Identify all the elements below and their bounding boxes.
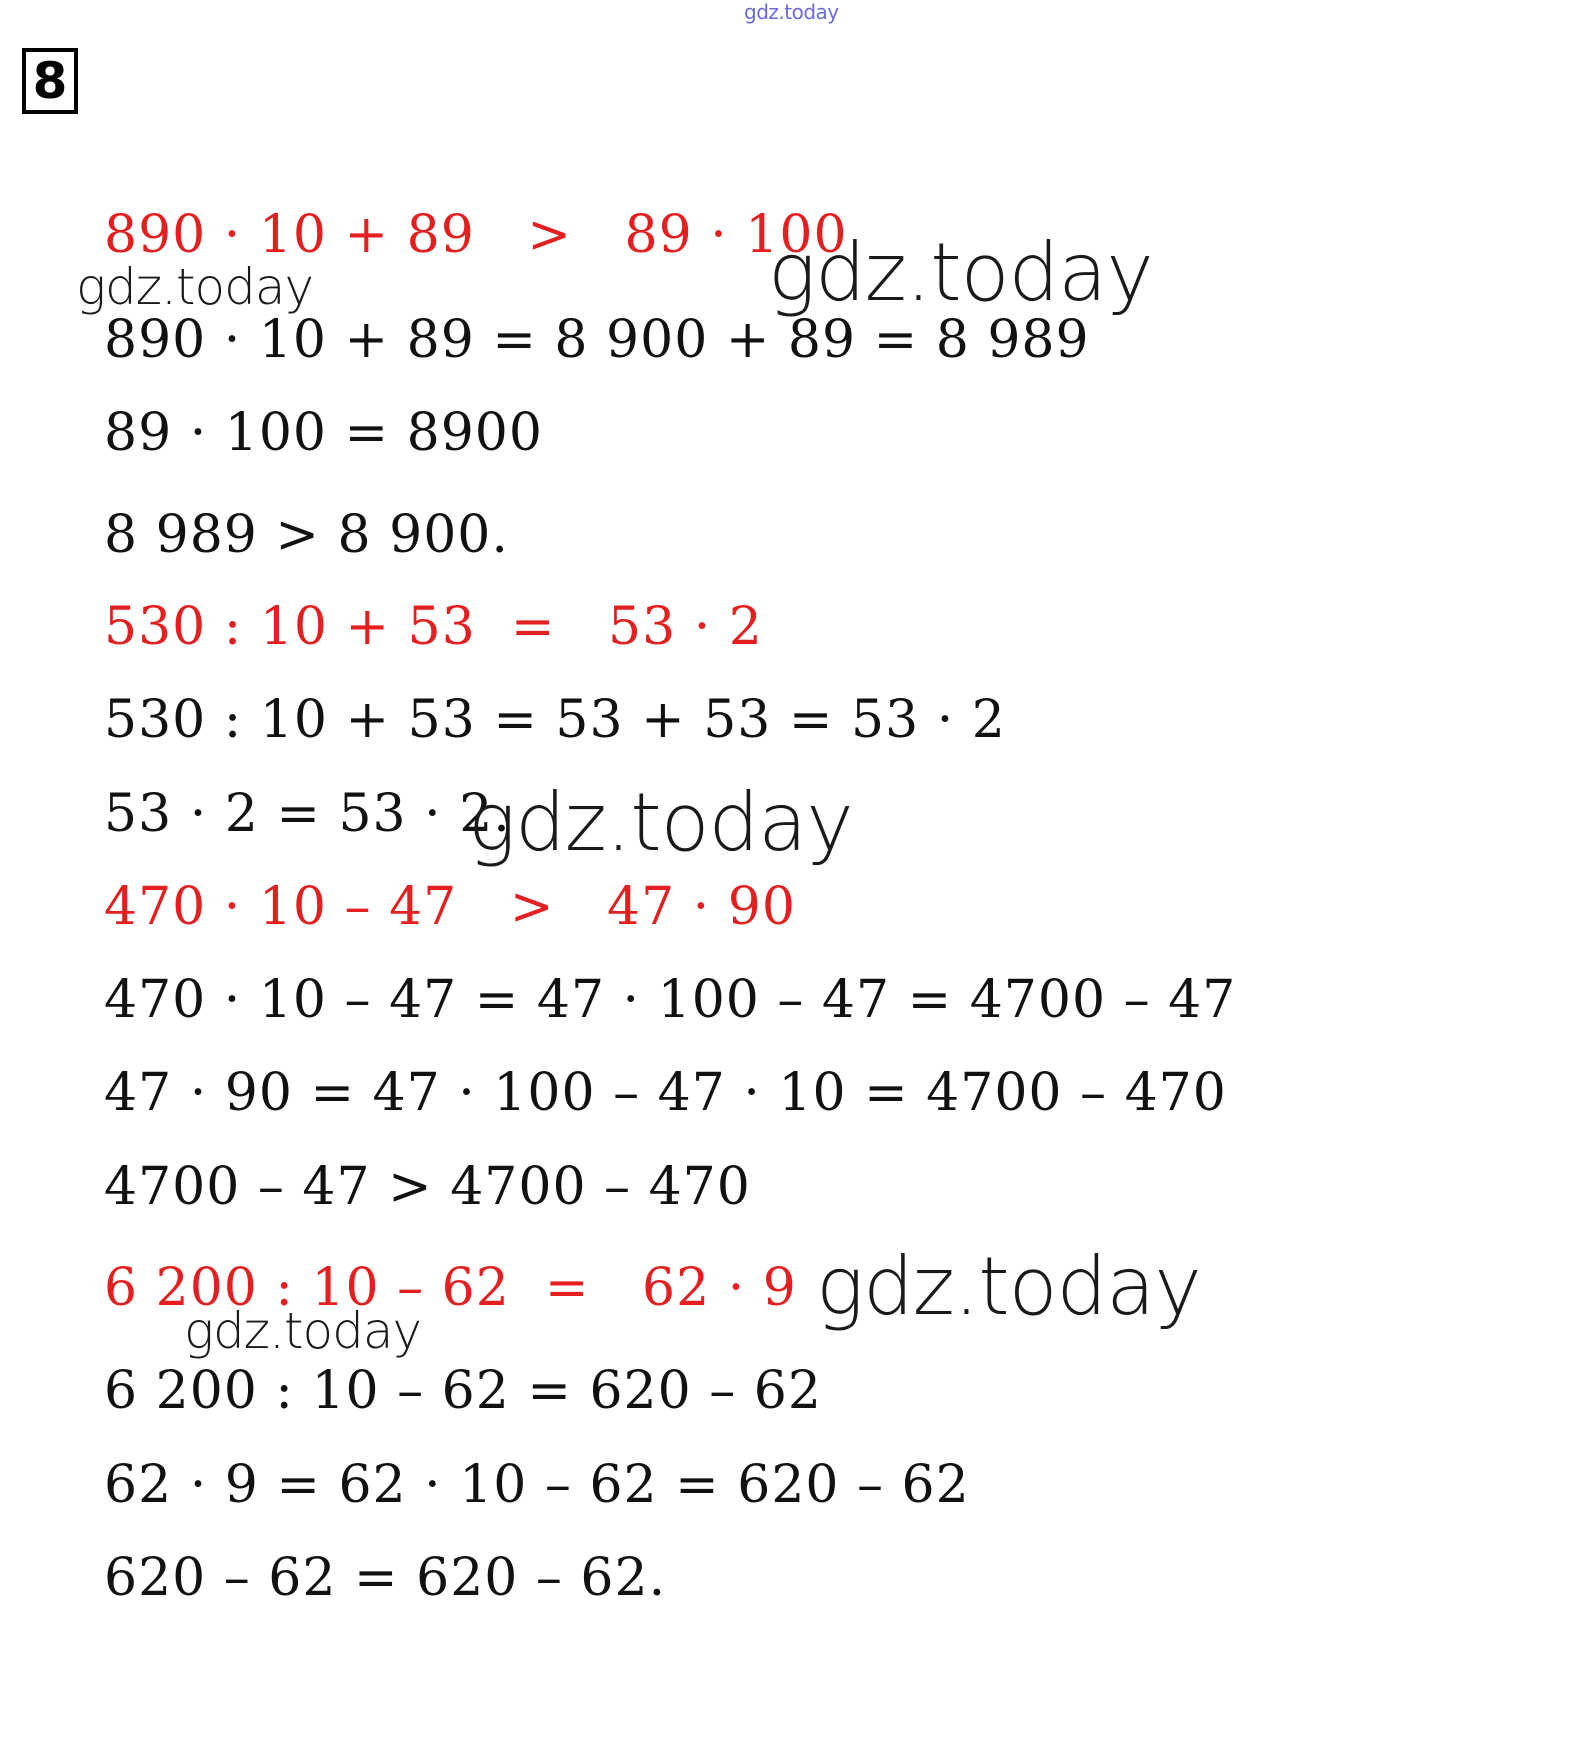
watermark-3: gdz.today bbox=[468, 776, 853, 869]
comparison-1-step-2: 89 · 100 = 8900 bbox=[104, 403, 543, 463]
comparison-3-result: 4700 – 47 > 4700 – 470 bbox=[104, 1157, 751, 1217]
comparison-4-step-2: 62 · 9 = 62 · 10 – 62 = 620 – 62 bbox=[104, 1455, 970, 1515]
watermark-2: gdz.today bbox=[768, 226, 1153, 319]
top-watermark: gdz.today bbox=[744, 0, 839, 24]
comparison-1-result: 8 989 > 8 900. bbox=[104, 505, 509, 565]
comparison-1-step-1: 890 · 10 + 89 = 8 900 + 89 = 8 989 bbox=[104, 310, 1090, 370]
comparison-3-step-1: 470 · 10 – 47 = 47 · 100 – 47 = 4700 – 47 bbox=[104, 970, 1237, 1030]
comparison-4-heading: 6 200 : 10 – 62 = 62 · 9 bbox=[104, 1258, 797, 1318]
task-number-box: 8 bbox=[22, 48, 78, 114]
comparison-3-step-2: 47 · 90 = 47 · 100 – 47 · 10 = 4700 – 470 bbox=[104, 1063, 1227, 1123]
comparison-3-heading: 470 · 10 – 47 > 47 · 90 bbox=[104, 877, 796, 937]
comparison-4-step-1: 6 200 : 10 – 62 = 620 – 62 bbox=[104, 1361, 822, 1421]
comparison-2-heading: 530 : 10 + 53 = 53 · 2 bbox=[104, 597, 763, 657]
watermark-4: gdz.today bbox=[816, 1240, 1201, 1333]
watermark-1: gdz.today bbox=[76, 258, 314, 316]
watermark-5: gdz.today bbox=[184, 1302, 422, 1360]
comparison-4-result: 620 – 62 = 620 – 62. bbox=[104, 1548, 667, 1608]
comparison-2-result: 53 · 2 = 53 · 2. bbox=[104, 784, 511, 844]
comparison-1-heading: 890 · 10 + 89 > 89 · 100 bbox=[104, 205, 848, 265]
comparison-2-step-1: 530 : 10 + 53 = 53 + 53 = 53 · 2 bbox=[104, 690, 1006, 750]
